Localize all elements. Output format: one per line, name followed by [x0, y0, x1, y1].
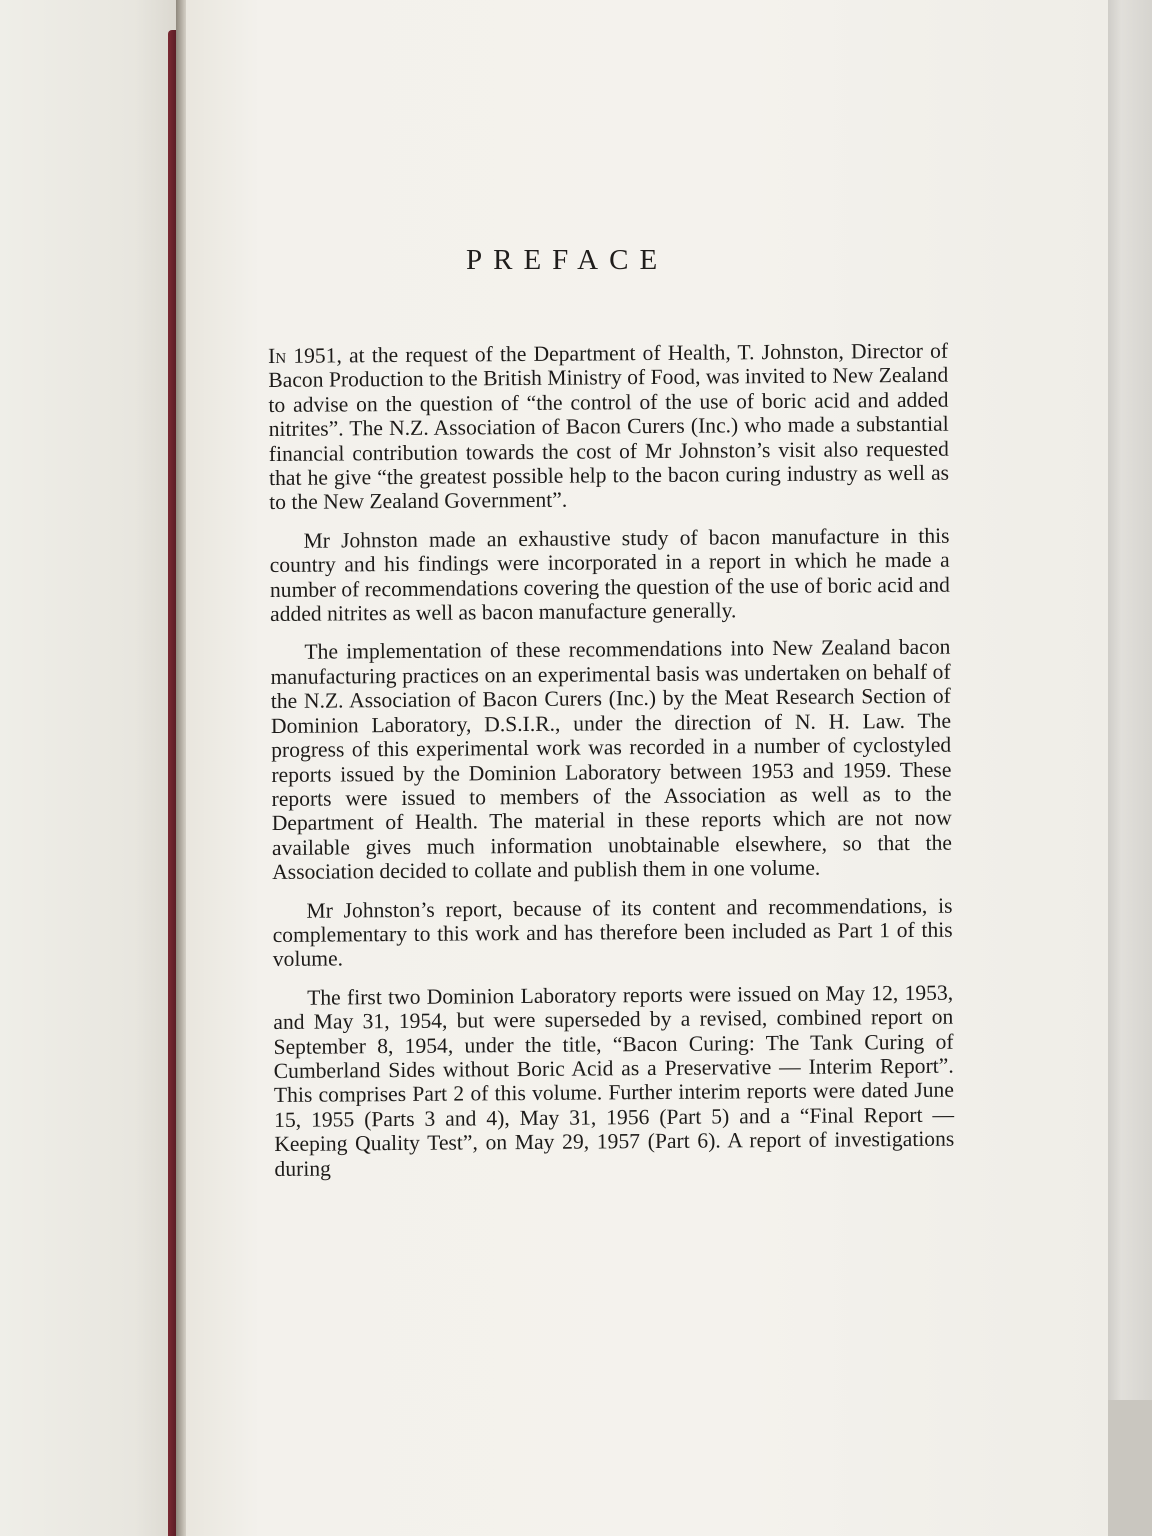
paragraph-2: Mr Johnston made an exhaustive study of bacon manufacture in this country and his findings were incorporated in a report in which he made a number of recommendations covering the question of the use of boric acid and added nitrites as well as bacon manufacture generally.: [269, 523, 951, 627]
page-title: PREFACE: [466, 244, 669, 276]
paragraph-1: [268, 339, 949, 515]
background-shadow: [1108, 1400, 1152, 1536]
paragraph-5: The first two Dominion Laboratory reports were issued on May 12, 1953, and May 31, 1954, but were superseded by a revised, combined report on September 8, 1954, under the title, “Bacon Curing: The Tank Curing of Cumberland Sides without Boric Acid as a Preservative — Interim Report”. This comprises Part 2 of this volume. Further interim reports were dated June 15, 1955 (Parts 3 and 4), May 31, 1956 (Part 5) and a “Final Report — Keeping Quality Test”, on May 29, 1957 (Part 6). A report of investigations during: [273, 980, 955, 1181]
lead-in-small-caps: In: [268, 343, 287, 368]
background-surface: [1108, 0, 1152, 1536]
paragraph-1-text: 1951, at the request of the Department of Health, T. Johnston, Director of Bacon Production to the British Ministry of Food, was invited to New Zealand to advise on the question of “the control of the use of boric acid and added nitrites”. The N.Z. Association of Bacon Curers (Inc.) who made a substantial financial contribution towards the cost of Mr Johnston’s visit also requested that he give “the greatest possible help to the bacon curing industry as well as to the New Zealand Government”.: [268, 338, 950, 515]
preface-body: [268, 339, 955, 1195]
paragraph-4: Mr Johnston’s report, because of its content and recommendations, is complementary to this work and has therefore been included as Part 1 of this volume.: [272, 893, 953, 972]
left-page: [0, 0, 192, 1536]
paragraph-3: The implementation of these recommendations into New Zealand bacon manufacturing practices on an experimental basis was undertaken on behalf of the N.Z. Association of Bacon Curers (Inc.) by the Meat Research Section of Dominion Laboratory, D.S.I.R., under the direction of N. H. Law. The progress of this experimental work was recorded in a number of cyclostyled reports issued by the Dominion Laboratory between 1953 and 1959. These reports were issued to members of the Association as well as to the Department of Health. The material in these reports which are not now available gives much information unobtainable elsewhere, so that the Association decided to collate and publish them in one volume.: [270, 635, 953, 885]
